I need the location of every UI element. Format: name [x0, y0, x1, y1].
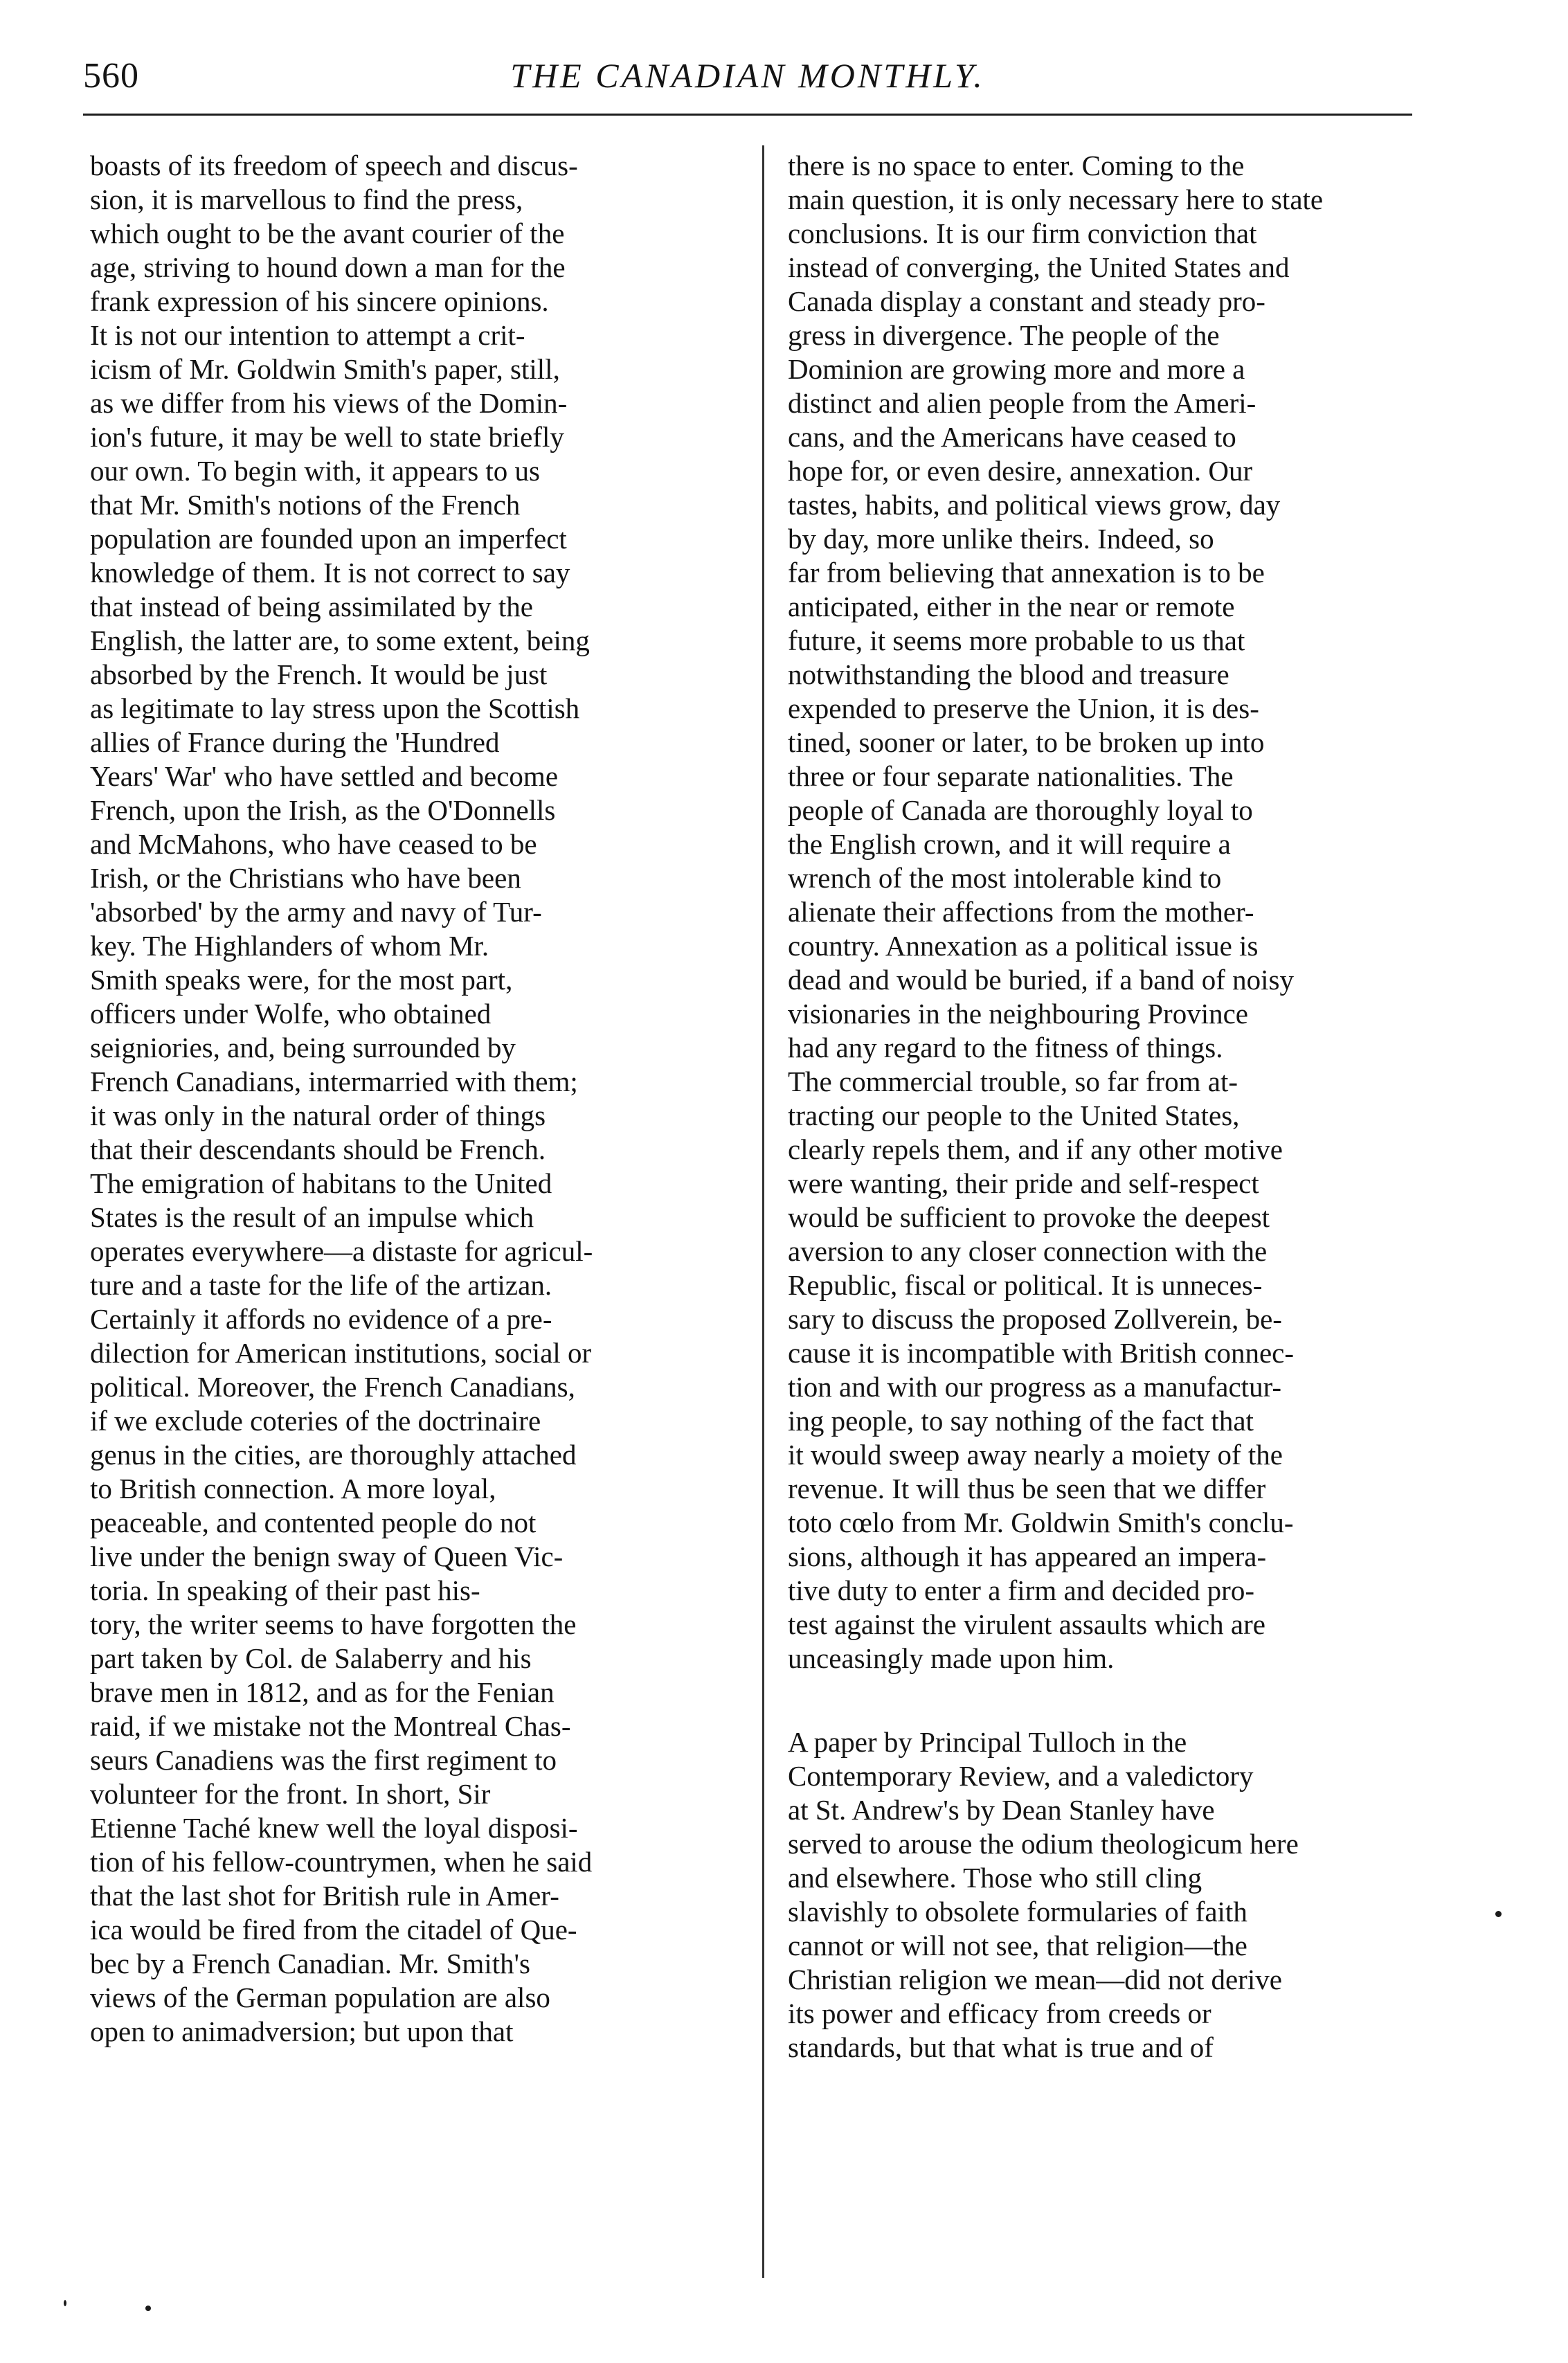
left-column-line: The emigration of habitans to the United: [90, 1167, 552, 1199]
right-column-line: tive duty to enter a firm and decided pro-: [788, 1574, 1254, 1606]
page-number: 560: [83, 56, 139, 96]
right-column-line: had any regard to the fitness of things.: [788, 1032, 1223, 1063]
left-column-line: open to animadversion; but upon that: [90, 2015, 514, 2047]
right-column-line: served to arouse the odium theologicum here: [788, 1828, 1299, 1860]
left-column-line: Years' War' who have settled and become: [90, 760, 559, 792]
right-column-line: standards, but that what is true and of: [788, 2031, 1214, 2063]
right-column-line: cannot or will not see, that religion—the: [788, 1930, 1247, 1961]
left-column-line: and McMahons, who have ceased to be: [90, 828, 537, 860]
left-column-line: French Canadians, intermarried with them;: [90, 1066, 578, 1097]
right-column-line: notwithstanding the blood and treasure: [788, 658, 1229, 690]
right-column-line: alienate their affections from the mother-: [788, 896, 1254, 928]
left-column-line: frank expression of his sincere opinions.: [90, 285, 549, 317]
right-column-line: test against the virulent assaults which are: [788, 1608, 1265, 1640]
left-column-line: ica would be fired from the citadel of Que-: [90, 1914, 577, 1946]
left-column-line: Etienne Taché knew well the loyal disposi-: [90, 1812, 578, 1844]
right-column-line: aversion to any closer connection with the: [788, 1235, 1268, 1267]
right-column-line: Dominion are growing more and more a: [788, 353, 1245, 385]
left-column-line: It is not our intention to attempt a crit-: [90, 319, 525, 351]
left-column-line: seurs Canadiens was the first regiment to: [90, 1744, 557, 1776]
left-column-line: icism of Mr. Goldwin Smith's paper, still,: [90, 353, 560, 385]
right-column-line: tastes, habits, and political views grow, day: [788, 489, 1281, 521]
left-column-line: that Mr. Smith's notions of the French: [90, 489, 521, 521]
right-column-line: sions, although it has appeared an impera-: [788, 1540, 1267, 1572]
left-column-line: bec by a French Canadian. Mr. Smith's: [90, 1948, 530, 1979]
right-column-line: Canada display a constant and steady pro-: [788, 285, 1265, 317]
right-column-line: were wanting, their pride and self-respect: [788, 1167, 1259, 1199]
left-column-line: genus in the cities, are thoroughly attached: [90, 1439, 577, 1471]
right-column-line: anticipated, either in the near or remote: [788, 591, 1235, 622]
right-column-line: at St. Andrew's by Dean Stanley have: [788, 1794, 1215, 1826]
header-rule: [83, 114, 1412, 116]
right-column-line: tion and with our progress as a manufactur-: [788, 1371, 1282, 1403]
column-divider: [762, 145, 764, 2278]
left-column-line: French, upon the Irish, as the O'Donnells: [90, 794, 556, 826]
right-column-line: conclusions. It is our firm conviction that: [788, 217, 1257, 249]
left-column-line: views of the German population are also: [90, 1982, 550, 2013]
right-column-line: revenue. It will thus be seen that we differ: [788, 1473, 1266, 1504]
left-column-line: if we exclude coteries of the doctrinaire: [90, 1405, 541, 1437]
left-column-line: ion's future, it may be well to state briefly: [90, 421, 564, 453]
left-column-line: live under the benign sway of Queen Vic-: [90, 1540, 564, 1572]
left-column-line: to British connection. A more loyal,: [90, 1473, 496, 1504]
right-column-line: main question, it is only necessary here to state: [788, 183, 1324, 215]
right-column-line: clearly repels them, and if any other motive: [788, 1133, 1283, 1165]
right-column-line: far from believing that annexation is to be: [788, 557, 1265, 588]
right-column-line: sary to discuss the proposed Zollverein, be-: [788, 1303, 1282, 1335]
left-column-line: that their descendants should be French.: [90, 1133, 546, 1165]
left-column-line: population are founded upon an imperfect: [90, 523, 567, 555]
left-column-line: that the last shot for British rule in Amer-: [90, 1880, 559, 1912]
left-column-line: absorbed by the French. It would be just: [90, 658, 548, 690]
right-column-line: it would sweep away nearly a moiety of the: [788, 1439, 1283, 1471]
margin-speck: [64, 2300, 66, 2306]
right-column: [788, 149, 1439, 2065]
right-column-line: ing people, to say nothing of the fact that: [788, 1405, 1254, 1437]
right-column-line: cause it is incompatible with British connec-: [788, 1337, 1294, 1369]
right-column-line: hope for, or even desire, annexation. Our: [788, 455, 1253, 487]
left-column-line: brave men in 1812, and as for the Fenian: [90, 1676, 555, 1708]
left-column-line: toria. In speaking of their past his-: [90, 1574, 480, 1606]
left-column-line: that instead of being assimilated by the: [90, 591, 533, 622]
left-column-line: tory, the writer seems to have forgotten the: [90, 1608, 577, 1640]
left-column-line: sion, it is marvellous to find the press,: [90, 183, 523, 215]
right-column-line: visionaries in the neighbouring Province: [788, 998, 1248, 1030]
right-column-line: cans, and the Americans have ceased to: [788, 421, 1236, 453]
left-column-line: which ought to be the avant courier of the: [90, 217, 565, 249]
right-column-line: tracting our people to the United States,: [788, 1099, 1240, 1131]
left-column-line: peaceable, and contented people do not: [90, 1507, 537, 1538]
right-column-line: toto cœlo from Mr. Goldwin Smith's conclu-: [788, 1507, 1294, 1538]
left-column-line: States is the result of an impulse which: [90, 1201, 534, 1233]
right-column-line: would be sufficient to provoke the deepest: [788, 1201, 1270, 1233]
right-column-line: wrench of the most intolerable kind to: [788, 862, 1222, 894]
right-column-line: country. Annexation as a political issue is: [788, 930, 1259, 962]
margin-speck: [1495, 1911, 1502, 1917]
margin-speck: [145, 2306, 151, 2311]
left-column-line: raid, if we mistake not the Montreal Chas-: [90, 1710, 571, 1742]
right-column-line: its power and efficacy from creeds or: [788, 1997, 1211, 2029]
right-column-line: A paper by Principal Tulloch in the: [788, 1726, 1187, 1758]
left-column-line: our own. To begin with, it appears to us: [90, 455, 541, 487]
right-column-line: distinct and alien people from the Ameri-: [788, 387, 1256, 419]
left-column-line: officers under Wolfe, who obtained: [90, 998, 492, 1030]
right-column-line: dead and would be buried, if a band of noisy: [788, 964, 1294, 996]
right-column-line: and elsewhere. Those who still cling: [788, 1862, 1202, 1894]
right-column-line: there is no space to enter. Coming to the: [788, 150, 1245, 181]
left-column-line: it was only in the natural order of things: [90, 1099, 546, 1131]
left-column-line: Irish, or the Christians who have been: [90, 862, 521, 894]
right-column-line: slavishly to obsolete formularies of faith: [788, 1896, 1247, 1928]
paragraph-gap: [788, 1675, 1439, 1725]
right-column-line: The commercial trouble, so far from at-: [788, 1066, 1238, 1097]
left-column-line: allies of France during the 'Hundred: [90, 726, 500, 758]
left-column-line: seigniories, and, being surrounded by: [90, 1032, 516, 1063]
left-column-line: as legitimate to lay stress upon the Scottish: [90, 692, 580, 724]
left-column-line: knowledge of them. It is not correct to say: [90, 557, 570, 588]
right-column-line: unceasingly made upon him.: [788, 1642, 1115, 1674]
left-column-line: operates everywhere—a distaste for agricul-: [90, 1235, 593, 1267]
right-column-line: Republic, fiscal or political. It is unneces-: [788, 1269, 1263, 1301]
right-column-line: by day, more unlike theirs. Indeed, so: [788, 523, 1214, 555]
left-column-line: Certainly it affords no evidence of a pre-: [90, 1303, 552, 1335]
right-column-line: Contemporary Review, and a valedictory: [788, 1760, 1254, 1792]
left-column-line: key. The Highlanders of whom Mr.: [90, 930, 489, 962]
right-column-line: instead of converging, the United States and: [788, 251, 1290, 283]
right-column-line: tined, sooner or later, to be broken up into: [788, 726, 1265, 758]
right-column-line: expended to preserve the Union, it is des-: [788, 692, 1259, 724]
right-column-line: people of Canada are thoroughly loyal to: [788, 794, 1253, 826]
left-column-line: age, striving to hound down a man for the: [90, 251, 566, 283]
right-column-line: Christian religion we mean—did not derive: [788, 1964, 1282, 1995]
left-column-line: tion of his fellow-countrymen, when he said: [90, 1846, 593, 1878]
left-column-line: boasts of its freedom of speech and discus-: [90, 150, 578, 181]
left-column-line: ture and a taste for the life of the artizan.: [90, 1269, 552, 1301]
left-column-line: Smith speaks were, for the most part,: [90, 964, 513, 996]
left-column-line: 'absorbed' by the army and navy of Tur-: [90, 896, 542, 928]
running-title: THE CANADIAN MONTHLY.: [510, 56, 985, 95]
right-column-line: three or four separate nationalities. The: [788, 760, 1234, 792]
right-column-line: gress in divergence. The people of the: [788, 319, 1220, 351]
right-column-line: the English crown, and it will require a: [788, 828, 1231, 860]
left-column-line: volunteer for the front. In short, Sir: [90, 1778, 491, 1810]
left-column-line: English, the latter are, to some extent, being: [90, 625, 590, 656]
left-column: [90, 149, 741, 2049]
left-column-line: political. Moreover, the French Canadians,: [90, 1371, 575, 1403]
left-column-line: dilection for American institutions, social or: [90, 1337, 592, 1369]
right-column-line: future, it seems more probable to us that: [788, 625, 1245, 656]
left-column-line: part taken by Col. de Salaberry and his: [90, 1642, 532, 1674]
left-column-line: as we differ from his views of the Domin-: [90, 387, 568, 419]
page-header: [83, 42, 1412, 118]
